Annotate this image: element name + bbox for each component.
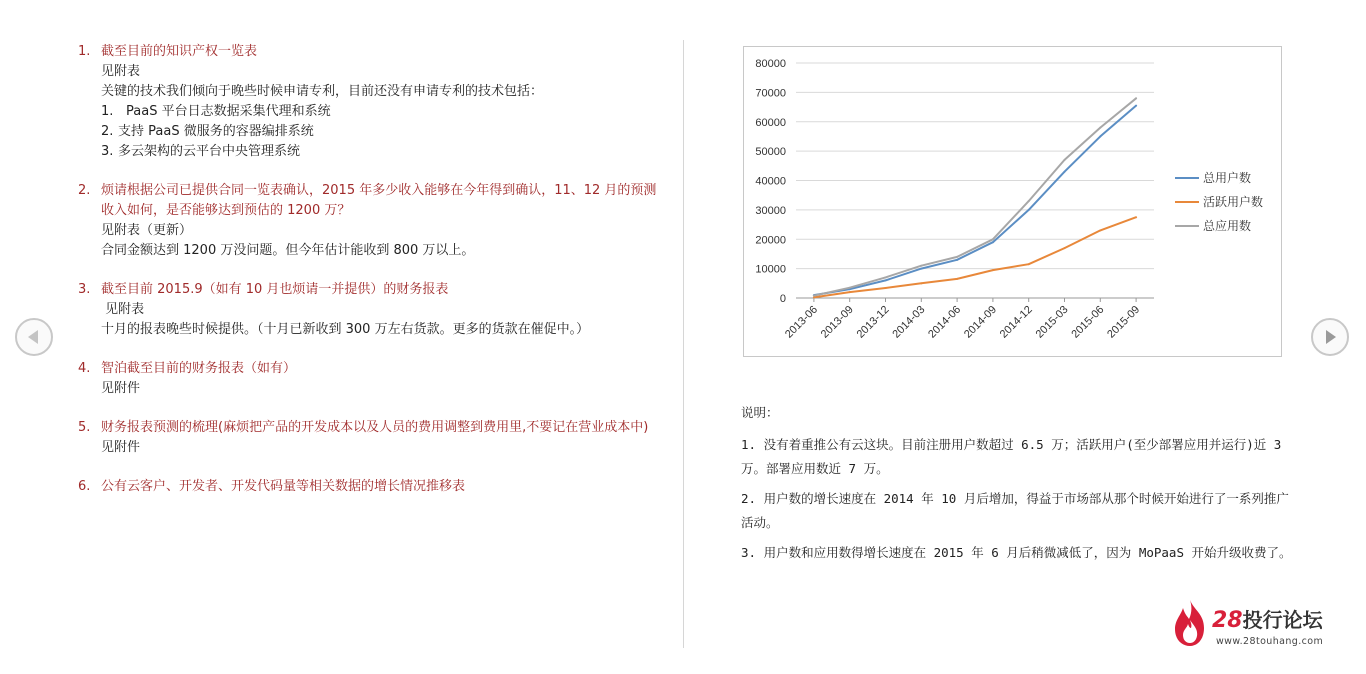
prev-page-button[interactable] — [15, 318, 53, 356]
answer-line: 见附表 — [101, 302, 145, 317]
question-number: 1. — [78, 44, 91, 59]
data-point — [956, 256, 958, 258]
x-tick-label: 2013-12 — [854, 303, 892, 341]
data-point — [1135, 97, 1137, 99]
data-point — [992, 238, 994, 240]
y-tick-label: 60000 — [755, 116, 786, 129]
x-tick-label: 2015-09 — [1105, 303, 1143, 341]
y-tick-label: 10000 — [755, 263, 786, 276]
subitem-text: 支持 PaaS 微服务的容器编排系统 — [118, 124, 314, 139]
x-tick-label: 2014-12 — [997, 303, 1035, 341]
data-point — [920, 268, 922, 270]
subitem-text: 多云架构的云平台中央管理系统 — [118, 144, 301, 159]
y-tick-label: 50000 — [755, 146, 786, 159]
answer-line: 见附件 — [101, 381, 141, 396]
question-item — [78, 280, 658, 340]
x-tick-label: 2015-06 — [1069, 303, 1107, 341]
question-item — [78, 418, 658, 458]
chart-canvas — [744, 47, 1281, 356]
subitem-number: 1. — [101, 104, 114, 119]
question-title: 公有云客户、开发者、开发代码量等相关数据的增长情况推移表 — [101, 479, 466, 494]
question-answer — [78, 379, 658, 399]
data-point — [956, 278, 958, 280]
y-tick-label: 80000 — [755, 58, 786, 70]
y-tick-label: 70000 — [755, 87, 786, 100]
answer-line: 合同金额达到 1200 万没问题。但今年估计能收到 800 万以上。 — [101, 243, 475, 258]
question-answer — [78, 62, 658, 162]
logo-name: 投行论坛 — [1242, 608, 1323, 632]
question-title: 截至目前的知识产权一览表 — [101, 44, 258, 59]
logo-title — [1212, 604, 1323, 633]
legend-label: 总用户数 — [1203, 171, 1252, 185]
data-point — [1099, 229, 1101, 231]
next-page-button[interactable] — [1311, 318, 1349, 356]
subitem-number: 2. — [101, 124, 114, 139]
question-number: 5. — [78, 420, 91, 435]
data-point — [1064, 159, 1066, 161]
x-tick-label: 2014-03 — [890, 303, 928, 341]
y-tick-label: 30000 — [755, 204, 786, 217]
question-number: 4. — [78, 361, 91, 376]
logo-url: www.28touhang.com — [1216, 636, 1324, 647]
note-item: 3. 用户数和应用数得增长速度在 2015 年 6 月后稍微减低了，因为 MoPaaS 开始升级收费了。 — [741, 545, 1292, 560]
y-tick-label: 40000 — [755, 175, 786, 188]
question-answer — [78, 221, 658, 261]
data-point — [1028, 200, 1030, 202]
x-tick-label: 2014-06 — [926, 303, 964, 341]
y-tick-label: 20000 — [755, 234, 786, 247]
data-point — [920, 282, 922, 284]
data-point — [885, 287, 887, 289]
legend-label: 活跃用户数 — [1203, 195, 1264, 209]
y-tick-label: 0 — [779, 293, 786, 305]
growth-chart — [743, 46, 1282, 357]
answer-line: 关键的技术我们倾向于晚些时候申请专利，目前还没有申请专利的技术包括： — [101, 84, 544, 99]
data-point — [1028, 263, 1030, 265]
series-line — [814, 98, 1136, 295]
site-logo[interactable] — [1170, 598, 1346, 650]
notes-heading: 说明： — [741, 405, 779, 420]
data-point — [956, 259, 958, 261]
question-item — [78, 477, 658, 497]
note-item: 1. 没有着重推公有云这块。目前注册用户数超过 6.5 万；活跃用户(至少部署应用并运行)近 3 万。部署应用数近 7 万。 — [741, 437, 1282, 476]
question-title: 财务报表预测的梳理(麻烦把产品的开发成本以及人员的费用调整到费用里,不要记在营业成本中) — [101, 420, 649, 435]
question-item — [78, 359, 658, 399]
data-point — [1135, 216, 1137, 218]
data-point — [1099, 135, 1101, 137]
question-item — [78, 181, 658, 261]
chevron-left-icon — [17, 320, 51, 354]
answer-line: 十月的报表晚些时候提供。（十月已新收到 300 万左右货款。更多的货款在催促中。） — [101, 322, 590, 337]
data-point — [813, 295, 815, 297]
data-point — [1028, 209, 1030, 211]
answer-subitem — [101, 122, 658, 142]
data-point — [1064, 247, 1066, 249]
note-item: 2. 用户数的增长速度在 2014 年 10 月后增加，得益于市场部从那个时候开始进行了一系列推广活动。 — [741, 491, 1289, 530]
question-answer — [78, 300, 658, 340]
question-number: 2. — [78, 183, 91, 198]
data-point — [1099, 127, 1101, 129]
series-line — [814, 106, 1136, 296]
answer-subitem — [101, 142, 658, 162]
flame-icon — [1170, 598, 1210, 648]
x-tick-label: 2015-03 — [1033, 303, 1071, 341]
x-tick-label: 2013-09 — [818, 303, 856, 341]
answer-line: 见附件 — [101, 440, 141, 455]
answer-line: 见附表 — [101, 64, 141, 79]
data-point — [849, 287, 851, 289]
logo-number: 28 — [1212, 608, 1243, 633]
answer-subitem — [101, 102, 658, 122]
data-point — [849, 291, 851, 293]
x-tick-label: 2013-06 — [782, 303, 821, 341]
notes-section — [741, 403, 1293, 571]
data-point — [1135, 105, 1137, 107]
question-title: 截至目前 2015.9（如有 10 月也烦请一并提供）的财务报表 — [101, 282, 449, 297]
question-title: 烦请根据公司已提供合同一览表确认，2015 年多少收入能够在今年得到确认，11、12 月的预测收入如何，是否能够达到预估的 1200 万？ — [101, 183, 657, 218]
question-answer — [78, 438, 658, 458]
question-list — [78, 42, 658, 516]
subitem-text: PaaS 平台日志数据采集代理和系统 — [126, 104, 331, 119]
data-point — [813, 296, 815, 298]
data-point — [992, 241, 994, 243]
question-number: 6. — [78, 479, 91, 494]
data-point — [920, 265, 922, 267]
column-divider — [683, 40, 684, 648]
x-tick-label: 2014-09 — [961, 303, 1000, 341]
data-point — [885, 279, 887, 281]
legend-label: 总应用数 — [1203, 219, 1252, 233]
question-item — [78, 42, 658, 162]
data-point — [885, 276, 887, 278]
answer-line: 见附表（更新） — [101, 223, 193, 238]
question-title: 智泊截至目前的财务报表（如有） — [101, 361, 297, 376]
data-point — [1064, 171, 1066, 173]
question-number: 3. — [78, 282, 91, 297]
data-point — [992, 269, 994, 271]
subitem-number: 3. — [101, 144, 114, 159]
chevron-right-icon — [1313, 320, 1347, 354]
